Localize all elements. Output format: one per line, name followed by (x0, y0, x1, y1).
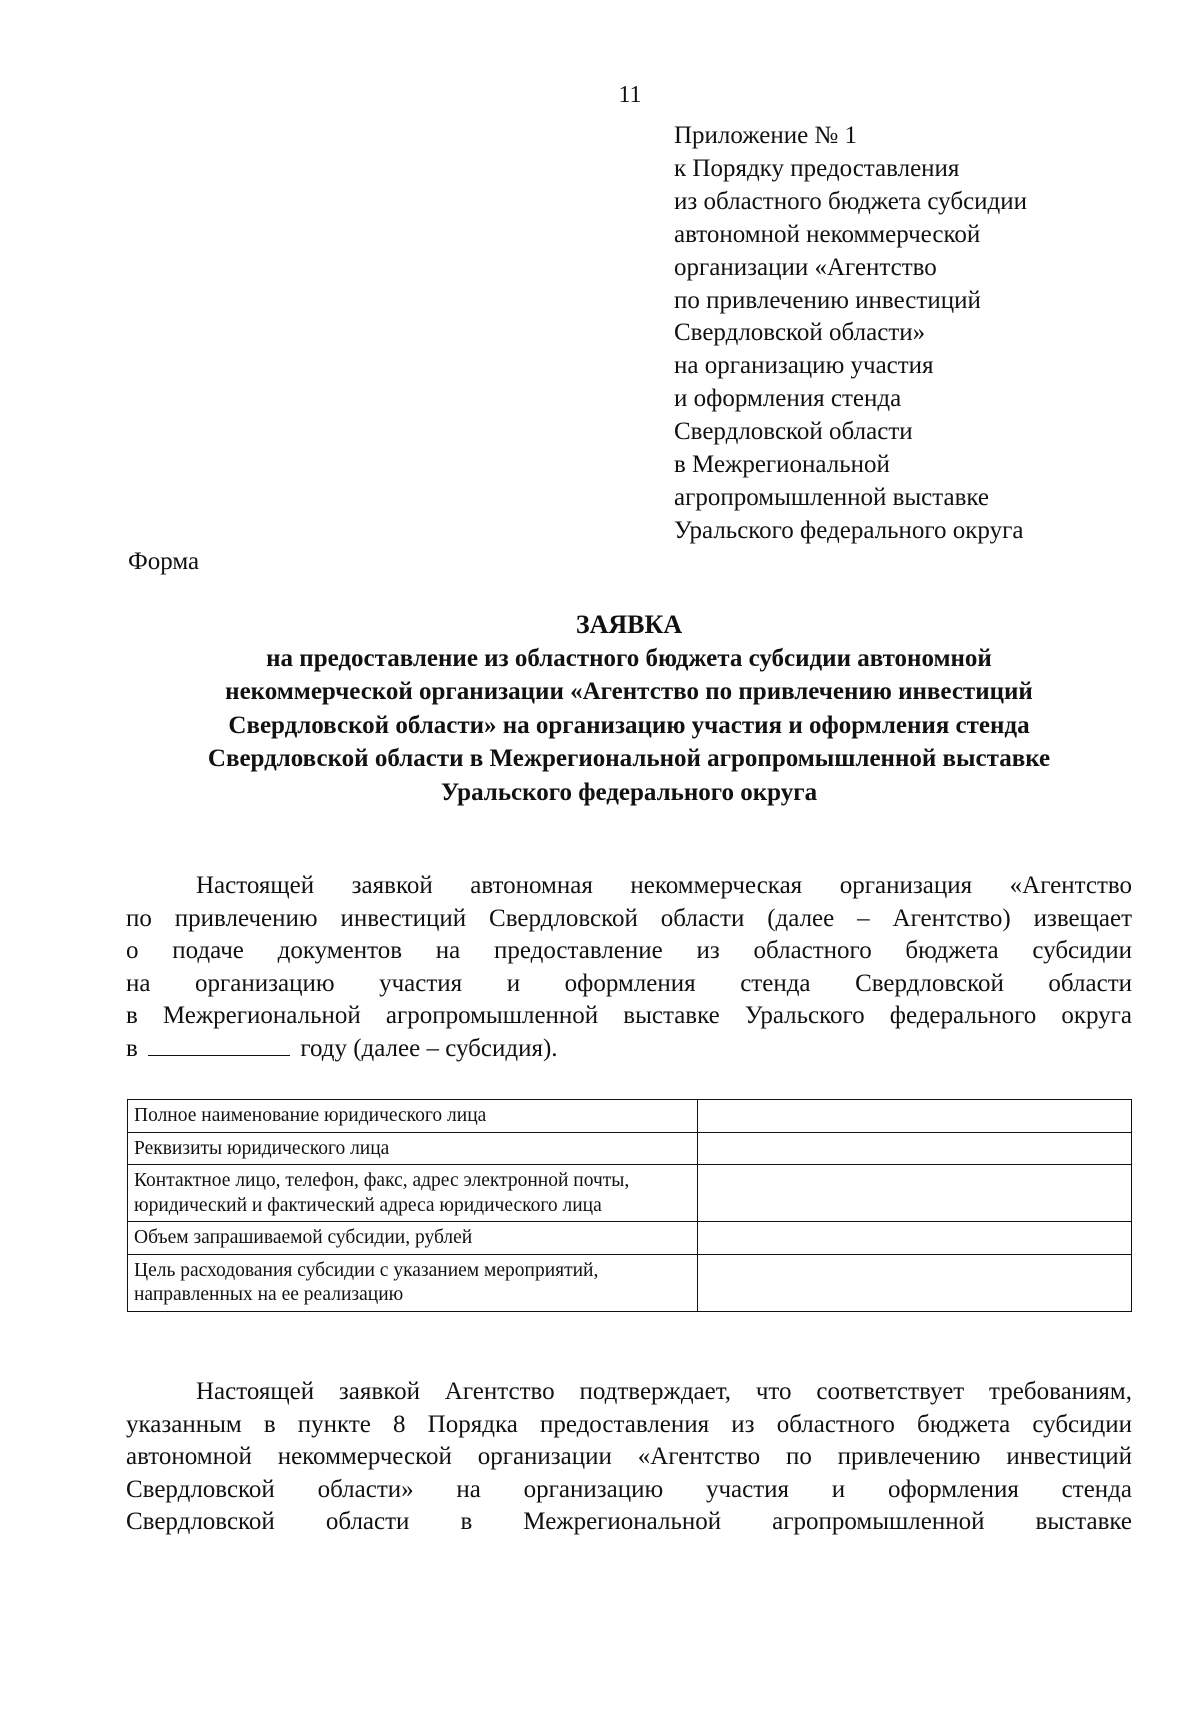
paragraph-line: Настоящей заявкой Агентство подтверждает, что соответствует требованиям, (196, 1378, 1132, 1405)
title-line: Свердловской области в Межрегиональной агропромышленной выставке (207, 745, 1051, 772)
table-row (128, 1254, 1132, 1311)
table-row (128, 1132, 1132, 1165)
appendix-line: агропромышленной выставке (674, 483, 990, 511)
paragraph-line: Настоящей заявкой автономная некоммерческая организация «Агентство (196, 872, 1132, 899)
table-cell-label: Реквизиты юридического лица (128, 1132, 698, 1165)
table-row (128, 1165, 1132, 1222)
paragraph-line: в Межрегиональной агропромышленной выставке Уральского федерального округа (126, 1002, 1132, 1029)
appendix-line: Приложение № 1 (674, 122, 858, 149)
appendix-line: по привлечению инвестиций (674, 286, 981, 314)
table-cell-value[interactable] (698, 1132, 1132, 1165)
title-line: Свердловской области» на организацию участия и оформления стенда (228, 711, 1030, 739)
year-suffix: году (далее – субсидия). (300, 1034, 558, 1062)
table-cell-label: Объем запрашиваемой субсидии, рублей (128, 1222, 698, 1255)
appendix-line: Уральского федерального округа (674, 516, 1024, 544)
title-line: на предоставление из областного бюджета субсидии автономной (266, 644, 992, 672)
year-blank-field[interactable] (148, 1033, 290, 1056)
table-row (128, 1222, 1132, 1255)
document-title (126, 608, 1132, 809)
appendix-line: и оформления стенда (674, 385, 902, 413)
confirmation-paragraph (126, 1376, 1132, 1539)
appendix-line: автономной некоммерческой (674, 220, 981, 248)
title-line: некоммерческой организации «Агентство по привлечению инвестиций (225, 678, 1033, 705)
applicant-info-table (127, 1099, 1132, 1312)
paragraph-line: на организацию участия и оформления стенда Свердловской области (126, 969, 1132, 997)
appendix-line: на организацию участия (674, 352, 934, 380)
appendix-line: Свердловской области» (674, 319, 926, 347)
paragraph-line: Свердловской области» на организацию участия и оформления стенда (126, 1475, 1132, 1503)
table-cell-label: Контактное лицо, телефон, факс, адрес электронной почты, юридический и фактический адреса юридического лица (128, 1165, 698, 1222)
paragraph-line: автономной некоммерческой организации «Агентство по привлечению инвестиций (126, 1443, 1132, 1470)
paragraph-line-year (126, 1033, 1132, 1066)
table-cell-value[interactable] (698, 1100, 1132, 1133)
paragraph-line: Свердловской области в Межрегиональной агропромышленной выставке (126, 1508, 1132, 1535)
form-label: Форма (128, 548, 200, 575)
appendix-line: Свердловской области (674, 418, 913, 446)
title-line: Уральского федерального округа (440, 778, 818, 806)
table-row (128, 1100, 1132, 1133)
year-prefix: в (126, 1034, 138, 1062)
page-number: 11 (618, 82, 642, 108)
title-main: ЗАЯВКА (575, 610, 683, 639)
appendix-line: к Порядку предоставления (674, 154, 960, 182)
appendix-line: организации «Агентство (674, 253, 937, 281)
appendix-line: из областного бюджета субсидии (674, 187, 1028, 215)
table-cell-value[interactable] (698, 1165, 1132, 1222)
appendix-header (674, 120, 1144, 548)
table-cell-label: Полное наименование юридического лица (128, 1100, 698, 1133)
table-cell-label: Цель расходования субсидии с указанием мероприятий, направленных на ее реализацию (128, 1254, 698, 1311)
paragraph-line: указанным в пункте 8 Порядка предоставления из областного бюджета субсидии (126, 1410, 1132, 1438)
appendix-line: в Межрегиональной (674, 451, 890, 479)
paragraph-line: по привлечению инвестиций Свердловской области (далее – Агентство) извещает (126, 904, 1132, 932)
paragraph-line: о подаче документов на предоставление из областного бюджета субсидии (126, 937, 1132, 964)
table-cell-value[interactable] (698, 1222, 1132, 1255)
table-cell-value[interactable] (698, 1254, 1132, 1311)
intro-paragraph (126, 870, 1132, 1065)
